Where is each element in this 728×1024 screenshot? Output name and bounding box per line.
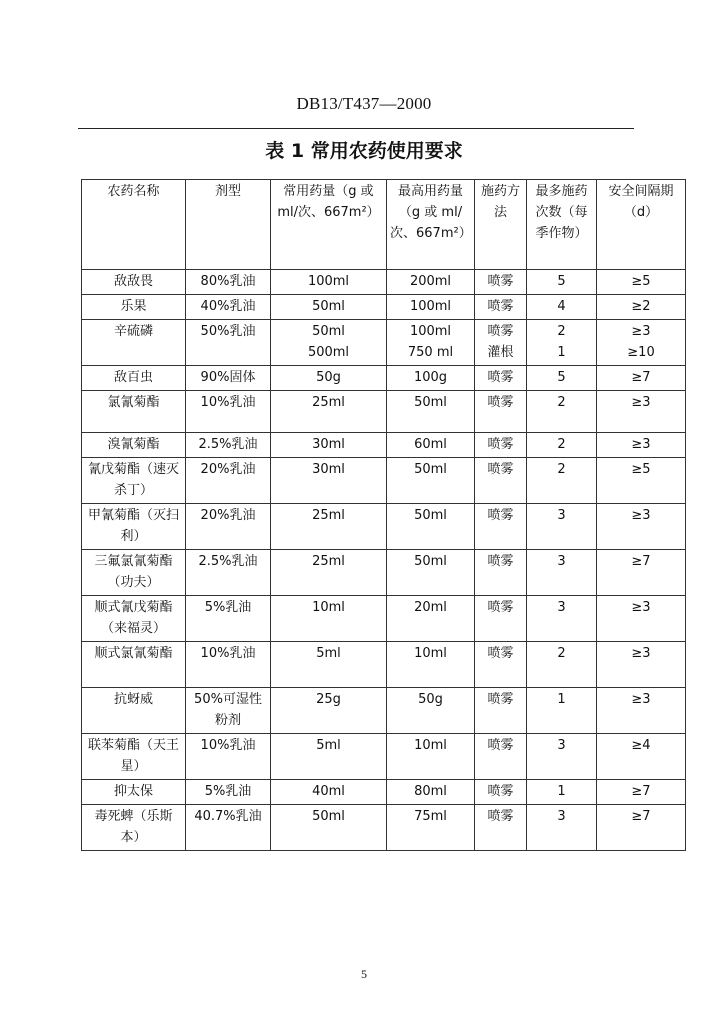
cell-value: 1	[557, 692, 566, 707]
common-dosage-cell	[271, 688, 387, 734]
cell-value: 3	[557, 738, 566, 753]
common-dosage-cell	[271, 780, 387, 805]
application-method-cell	[475, 504, 527, 550]
cell-value: 50ml	[312, 324, 345, 339]
pesticide-name-cell: 毒死蜱（乐斯本）	[82, 805, 186, 851]
common-dosage-cell	[271, 734, 387, 780]
cell-value: 3	[557, 809, 566, 824]
safety-interval-cell	[597, 295, 686, 320]
application-method-cell	[475, 270, 527, 295]
table-row	[82, 366, 686, 391]
formulation-cell: 5%乳油	[186, 780, 271, 805]
cell-value: 灌根	[487, 345, 514, 360]
max-dosage-cell	[387, 550, 475, 596]
table-row	[82, 780, 686, 805]
max-dosage-cell	[387, 596, 475, 642]
cell-value: 2	[557, 324, 566, 339]
max-applications-cell	[527, 433, 597, 458]
pesticide-name-cell: 乐果	[82, 295, 186, 320]
application-method-cell	[475, 550, 527, 596]
cell-value: 2	[557, 437, 566, 452]
common-dosage-cell	[271, 596, 387, 642]
cell-value: 喷雾	[487, 646, 514, 661]
table-row	[82, 550, 686, 596]
cell-value: 50ml	[414, 554, 447, 569]
safety-interval-cell	[597, 734, 686, 780]
safety-interval-cell	[597, 805, 686, 851]
cell-value: ≥10	[627, 345, 655, 360]
table-row	[82, 391, 686, 433]
max-applications-cell	[527, 270, 597, 295]
application-method-cell	[475, 642, 527, 688]
cell-value: 30ml	[312, 437, 345, 452]
table-row	[82, 295, 686, 320]
safety-interval-cell	[597, 366, 686, 391]
cell-value: ≥4	[631, 738, 651, 753]
formulation-cell: 2.5%乳油	[186, 550, 271, 596]
safety-interval-cell	[597, 550, 686, 596]
application-method-cell	[475, 805, 527, 851]
pesticide-name-cell: 抑太保	[82, 780, 186, 805]
table-row	[82, 688, 686, 734]
common-dosage-cell	[271, 550, 387, 596]
safety-interval-cell	[597, 270, 686, 295]
cell-value: 25ml	[312, 395, 345, 410]
max-applications-cell	[527, 366, 597, 391]
safety-interval-cell	[597, 391, 686, 433]
cell-value: ≥5	[631, 462, 651, 477]
common-dosage-cell	[271, 642, 387, 688]
cell-value: ≥3	[631, 600, 651, 615]
cell-value: 5ml	[316, 646, 341, 661]
max-applications-cell	[527, 688, 597, 734]
table-header-row	[82, 180, 686, 270]
cell-value: 10ml	[414, 738, 447, 753]
application-method-cell	[475, 433, 527, 458]
cell-value: 3	[557, 554, 566, 569]
cell-value: 80ml	[414, 784, 447, 799]
cell-value: 喷雾	[487, 784, 514, 799]
formulation-cell: 2.5%乳油	[186, 433, 271, 458]
cell-value: 500ml	[307, 345, 350, 360]
cell-value: 50g	[418, 692, 443, 707]
cell-value: ≥7	[631, 784, 651, 799]
cell-value: 喷雾	[487, 600, 514, 615]
common-dosage-cell	[271, 295, 387, 320]
column-header: 剂型	[186, 180, 271, 270]
column-header: 常用药量（g 或 ml/次、667m²）	[271, 180, 387, 270]
column-header: 施药方法	[475, 180, 527, 270]
cell-value: 25g	[316, 692, 341, 707]
formulation-cell: 80%乳油	[186, 270, 271, 295]
max-applications-cell	[527, 320, 597, 366]
cell-value: 1	[557, 345, 566, 360]
cell-value: 20ml	[414, 600, 447, 615]
cell-value: 喷雾	[487, 370, 514, 385]
cell-value: 4	[557, 299, 566, 314]
table-row	[82, 458, 686, 504]
table-row	[82, 433, 686, 458]
formulation-cell: 10%乳油	[186, 642, 271, 688]
safety-interval-cell	[597, 642, 686, 688]
max-applications-cell	[527, 458, 597, 504]
cell-value: ≥7	[631, 370, 651, 385]
cell-value: ≥3	[631, 324, 651, 339]
cell-value: ≥3	[631, 646, 651, 661]
cell-value: 60ml	[414, 437, 447, 452]
page-number: 5	[361, 967, 367, 981]
pesticide-name-cell: 三氟氯氰菊酯（功夫）	[82, 550, 186, 596]
formulation-cell: 40%乳油	[186, 295, 271, 320]
table-title: 表 1 常用农药使用要求	[265, 140, 463, 162]
cell-value: 喷雾	[487, 324, 514, 339]
cell-value: 200ml	[409, 274, 452, 289]
cell-value: 2	[557, 462, 566, 477]
document-code: DB13/T437—2000	[296, 94, 432, 113]
max-dosage-cell	[387, 688, 475, 734]
max-dosage-cell	[387, 320, 475, 366]
application-method-cell	[475, 295, 527, 320]
cell-value: 喷雾	[487, 809, 514, 824]
cell-value: 喷雾	[487, 299, 514, 314]
cell-value: 喷雾	[487, 462, 514, 477]
common-dosage-cell	[271, 458, 387, 504]
max-applications-cell	[527, 391, 597, 433]
safety-interval-cell	[597, 688, 686, 734]
safety-interval-cell	[597, 433, 686, 458]
column-header: 最多施药次数（每季作物）	[527, 180, 597, 270]
max-dosage-cell	[387, 270, 475, 295]
cell-value: 50ml	[414, 508, 447, 523]
cell-value: 2	[557, 646, 566, 661]
cell-value: 100g	[413, 370, 448, 385]
max-dosage-cell	[387, 642, 475, 688]
formulation-cell: 10%乳油	[186, 734, 271, 780]
cell-value: 2	[557, 395, 566, 410]
max-dosage-cell	[387, 366, 475, 391]
cell-value: ≥3	[631, 692, 651, 707]
cell-value: 喷雾	[487, 738, 514, 753]
cell-value: 喷雾	[487, 395, 514, 410]
formulation-cell: 20%乳油	[186, 504, 271, 550]
pesticide-name-cell: 辛硫磷	[82, 320, 186, 366]
pesticide-name-cell: 顺式氰戊菊酯（来福灵）	[82, 596, 186, 642]
application-method-cell	[475, 391, 527, 433]
column-header: 农药名称	[82, 180, 186, 270]
cell-value: 5ml	[316, 738, 341, 753]
application-method-cell	[475, 780, 527, 805]
cell-value: 喷雾	[487, 274, 514, 289]
cell-value: 50ml	[312, 809, 345, 824]
application-method-cell	[475, 734, 527, 780]
common-dosage-cell	[271, 391, 387, 433]
formulation-cell: 40.7%乳油	[186, 805, 271, 851]
safety-interval-cell	[597, 596, 686, 642]
formulation-cell: 50%乳油	[186, 320, 271, 366]
cell-value: 喷雾	[487, 508, 514, 523]
max-applications-cell	[527, 295, 597, 320]
max-dosage-cell	[387, 780, 475, 805]
pesticide-name-cell: 敌敌畏	[82, 270, 186, 295]
cell-value: ≥2	[631, 299, 651, 314]
cell-value: 75ml	[414, 809, 447, 824]
table-row	[82, 805, 686, 851]
application-method-cell	[475, 688, 527, 734]
common-dosage-cell	[271, 270, 387, 295]
cell-value: ≥3	[631, 395, 651, 410]
application-method-cell	[475, 320, 527, 366]
cell-value: 25ml	[312, 554, 345, 569]
cell-value: ≥3	[631, 508, 651, 523]
cell-value: 50ml	[414, 395, 447, 410]
max-applications-cell	[527, 805, 597, 851]
formulation-cell: 5%乳油	[186, 596, 271, 642]
column-header: 安全间隔期（d）	[597, 180, 686, 270]
cell-value: 喷雾	[487, 437, 514, 452]
cell-value: 3	[557, 508, 566, 523]
pesticide-name-cell: 氰戊菊酯（速灭杀丁）	[82, 458, 186, 504]
pesticide-name-cell: 抗蚜威	[82, 688, 186, 734]
cell-value: 3	[557, 600, 566, 615]
cell-value: 25ml	[312, 508, 345, 523]
cell-value: ≥5	[631, 274, 651, 289]
formulation-cell: 50%可湿性粉剂	[186, 688, 271, 734]
cell-value: ≥7	[631, 809, 651, 824]
header-rule	[78, 128, 634, 129]
cell-value: 1	[557, 784, 566, 799]
cell-value: 30ml	[312, 462, 345, 477]
pesticide-name-cell: 氯氰菊酯	[82, 391, 186, 433]
common-dosage-cell	[271, 805, 387, 851]
max-dosage-cell	[387, 433, 475, 458]
cell-value: 50ml	[414, 462, 447, 477]
common-dosage-cell	[271, 433, 387, 458]
cell-value: 喷雾	[487, 692, 514, 707]
cell-value: 40ml	[312, 784, 345, 799]
cell-value: 5	[557, 370, 566, 385]
table-row	[82, 504, 686, 550]
application-method-cell	[475, 458, 527, 504]
cell-value: 50g	[316, 370, 341, 385]
formulation-cell: 10%乳油	[186, 391, 271, 433]
application-method-cell	[475, 366, 527, 391]
cell-value: 10ml	[414, 646, 447, 661]
common-dosage-cell	[271, 366, 387, 391]
cell-value: 50ml	[312, 299, 345, 314]
safety-interval-cell	[597, 458, 686, 504]
table-row	[82, 270, 686, 295]
cell-value: ≥3	[631, 437, 651, 452]
max-applications-cell	[527, 734, 597, 780]
pesticide-name-cell: 联苯菊酯（天王星）	[82, 734, 186, 780]
common-dosage-cell	[271, 504, 387, 550]
max-dosage-cell	[387, 734, 475, 780]
cell-value: 5	[557, 274, 566, 289]
max-applications-cell	[527, 596, 597, 642]
table-row	[82, 734, 686, 780]
table-body	[82, 270, 686, 851]
max-dosage-cell	[387, 458, 475, 504]
common-dosage-cell	[271, 320, 387, 366]
max-applications-cell	[527, 642, 597, 688]
pesticide-name-cell: 敌百虫	[82, 366, 186, 391]
cell-value: 10ml	[312, 600, 345, 615]
safety-interval-cell	[597, 780, 686, 805]
cell-value: ≥7	[631, 554, 651, 569]
cell-value: 喷雾	[487, 554, 514, 569]
table-row	[82, 642, 686, 688]
cell-value: 750 ml	[407, 345, 454, 360]
column-header: 最高用药量（g 或 ml/次、667m²）	[387, 180, 475, 270]
pesticide-name-cell: 溴氰菊酯	[82, 433, 186, 458]
safety-interval-cell	[597, 504, 686, 550]
table-row	[82, 320, 686, 366]
pesticide-name-cell: 甲氰菊酯（灭扫利）	[82, 504, 186, 550]
formulation-cell: 20%乳油	[186, 458, 271, 504]
pesticide-name-cell: 顺式氯氰菊酯	[82, 642, 186, 688]
max-applications-cell	[527, 504, 597, 550]
max-dosage-cell	[387, 391, 475, 433]
cell-value: 100ml	[409, 324, 452, 339]
pesticide-table	[81, 179, 686, 851]
cell-value: 100ml	[409, 299, 452, 314]
max-dosage-cell	[387, 504, 475, 550]
formulation-cell: 90%固体	[186, 366, 271, 391]
table-row	[82, 596, 686, 642]
safety-interval-cell	[597, 320, 686, 366]
application-method-cell	[475, 596, 527, 642]
max-dosage-cell	[387, 295, 475, 320]
max-applications-cell	[527, 780, 597, 805]
max-dosage-cell	[387, 805, 475, 851]
max-applications-cell	[527, 550, 597, 596]
cell-value: 100ml	[307, 274, 350, 289]
